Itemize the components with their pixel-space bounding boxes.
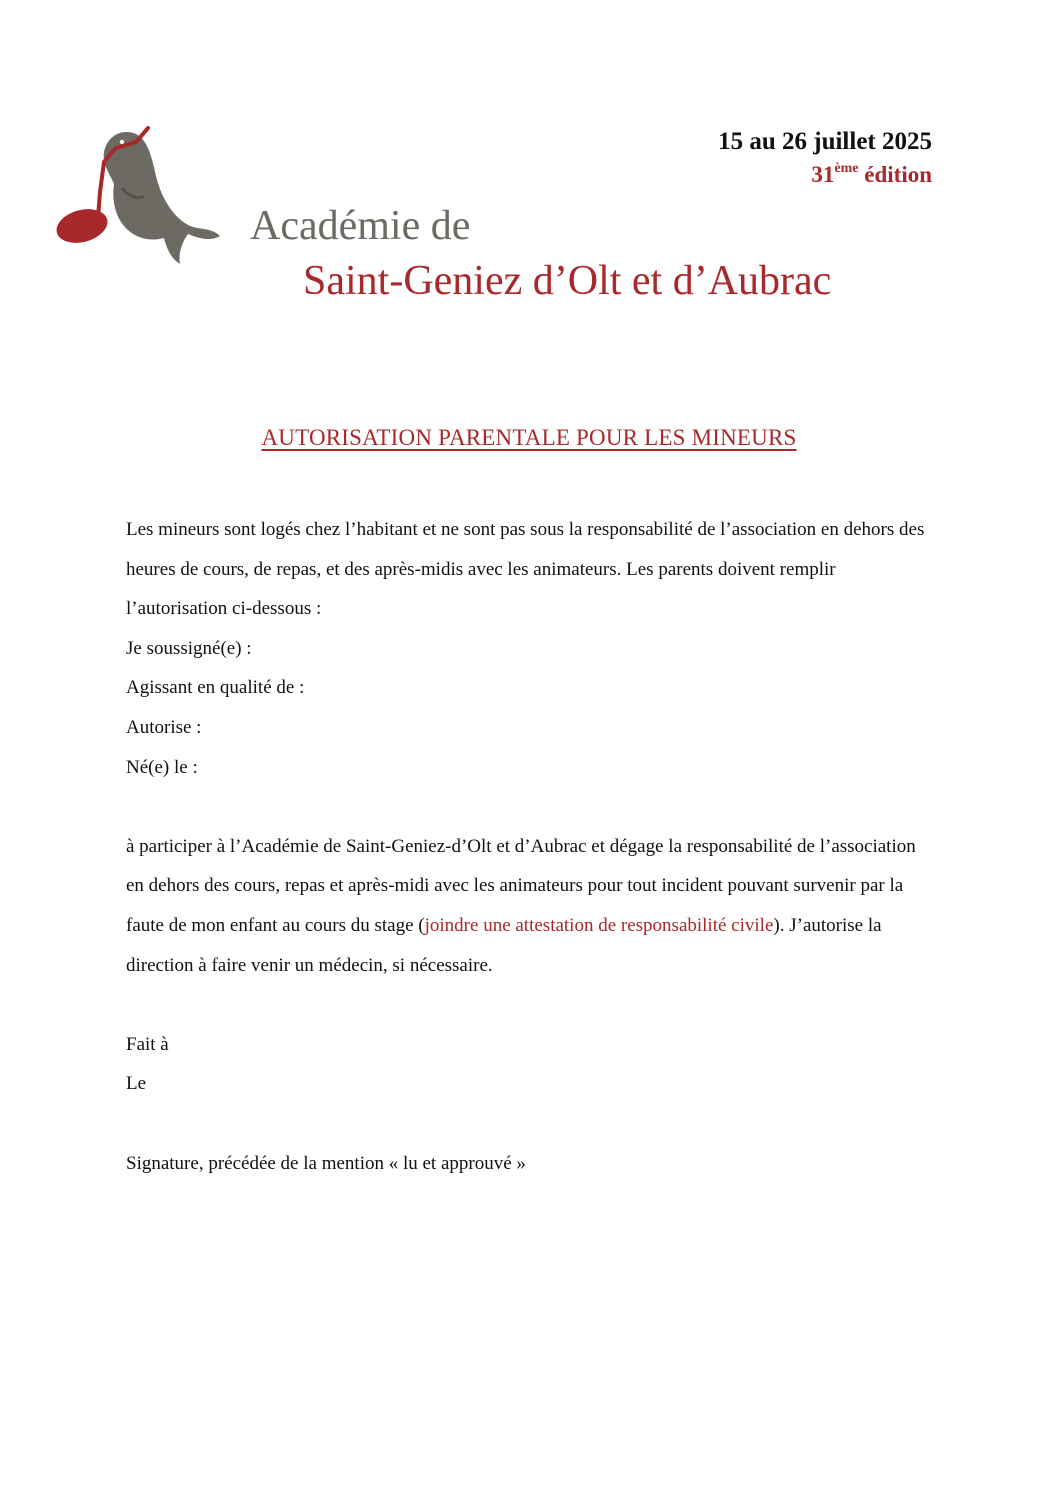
- event-dates-block: [718, 126, 932, 196]
- org-name-line1: Académie de: [250, 203, 471, 249]
- consent-text-1: à participer à l’Académie de Saint-Geniez-d’Olt et d’Aubrac et dégage la responsabilité de l’association en dehors des cours, repas et après-midi avec les animateurs pour tout incident pouvant survenir par la faute de mon enfant au cours du stage (: [126, 835, 916, 936]
- edition-label: [718, 158, 932, 196]
- field-ne-le: Né(e) le :: [126, 756, 198, 778]
- field-autorise: Autorise :: [126, 716, 202, 738]
- field-fait-a: Fait à: [126, 1033, 169, 1055]
- signature-line: Signature, précédée de la mention « lu et approuvé »: [126, 1152, 526, 1174]
- event-dates: 15 au 26 juillet 2025: [718, 128, 932, 155]
- document-body: [126, 510, 936, 1183]
- consent-paragraph: [126, 827, 936, 985]
- field-qualite: Agissant en qualité de :: [126, 677, 305, 699]
- edition-suffix: ème: [834, 161, 859, 176]
- field-soussigne: Je soussigné(e) :: [126, 637, 252, 659]
- academie-logo-icon: [52, 122, 224, 264]
- document-title: AUTORISATION PARENTALE POUR LES MINEURS: [261, 425, 797, 450]
- intro-paragraph: Les mineurs sont logés chez l’habitant et ne sont pas sous la responsabilité de l’association en dehors des heures de cours, de repas, et des après-midis avec les animateurs. Les parents doivent remplir l’autorisation ci-dessous :: [126, 519, 925, 620]
- consent-text-2: ). J’autorise la direction à faire venir un médecin, si nécessaire.: [126, 914, 882, 976]
- consent-highlight: joindre une attestation de responsabilité civile: [424, 914, 774, 936]
- field-le: Le: [126, 1073, 147, 1095]
- org-name-line2: Saint-Geniez d’Olt et d’Aubrac: [303, 258, 832, 304]
- edition-word: édition: [864, 162, 932, 187]
- edition-number: 31: [811, 162, 835, 187]
